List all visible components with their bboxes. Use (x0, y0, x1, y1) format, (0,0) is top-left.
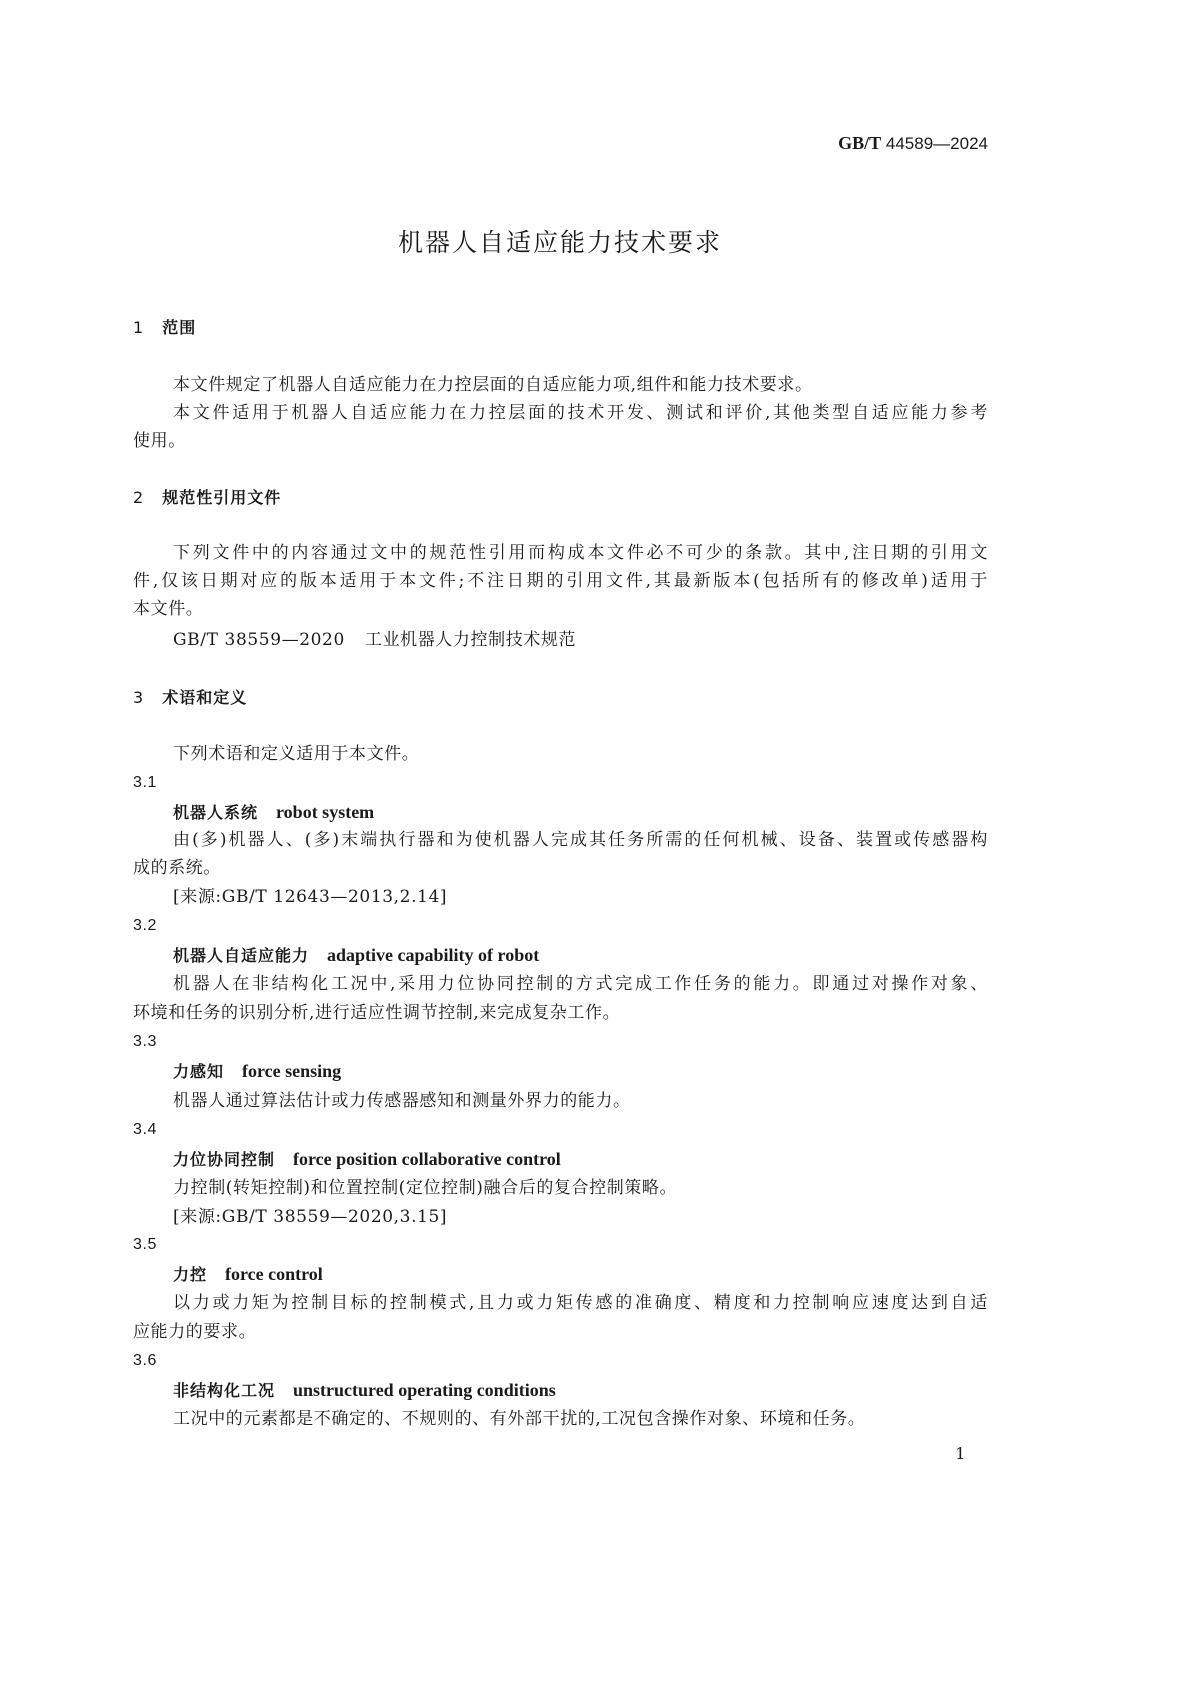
definition-line: 机器人在非结构化工况中,采用力位协同控制的方式完成工作任务的能力。即通过对操作对象、 (173, 974, 988, 994)
section-title: 规范性引用文件 (162, 488, 282, 507)
section-title: 术语和定义 (162, 688, 248, 707)
term-heading (173, 1263, 323, 1286)
term-heading (173, 1060, 341, 1083)
term-cn: 机器人自适应能力 (173, 946, 310, 965)
definition-line: 应能力的要求。 (133, 1322, 257, 1342)
paragraph-line: 件,仅该日期对应的版本适用于本文件;不注日期的引用文件,其最新版本(包括所有的修改单)适用于 (133, 571, 988, 591)
page-number: 1 (955, 1444, 966, 1463)
paragraph-line: 本文件。 (133, 599, 204, 619)
document-code-prefix: GB/T (838, 133, 882, 153)
term-cn: 力位协同控制 (173, 1150, 276, 1169)
term-cn: 力感知 (173, 1062, 225, 1081)
term-en: force control (225, 1264, 323, 1284)
clause-number: 3.2 (133, 917, 158, 934)
term-en: force position collaborative control (293, 1149, 561, 1169)
paragraph-line: 本文件规定了机器人自适应能力在力控层面的自适应能力项,组件和能力技术要求。 (173, 375, 813, 395)
paragraph-line: 使用。 (133, 431, 186, 451)
definition-line: 力控制(转矩控制)和位置控制(定位控制)融合后的复合控制策略。 (173, 1178, 678, 1198)
section-title: 范围 (162, 318, 197, 337)
reference-code: GB/T 38559—2020 (173, 630, 345, 650)
clause-number: 3.3 (133, 1033, 158, 1050)
term-heading (173, 1148, 561, 1171)
term-cn: 非结构化工况 (173, 1381, 276, 1400)
term-cn: 力控 (173, 1265, 208, 1284)
term-en: robot system (276, 802, 375, 822)
definition-line: 机器人通过算法估计或力传感器感知和测量外界力的能力。 (173, 1091, 631, 1111)
definition-line: 环境和任务的识别分析,进行适应性调节控制,来完成复杂工作。 (133, 1003, 621, 1023)
section-heading-1 (133, 317, 196, 339)
term-source: [来源:GB/T 12643—2013,2.14] (173, 887, 448, 907)
document-code-number: 44589—2024 (881, 134, 988, 153)
definition-line: 以力或力矩为控制目标的控制模式,且力或力矩传感的准确度、精度和力控制响应速度达到自适 (173, 1293, 988, 1313)
definition-line: 工况中的元素都是不确定的、不规则的、有外部干扰的,工况包含操作对象、环境和任务。 (173, 1409, 866, 1429)
clause-number: 3.4 (133, 1121, 158, 1138)
definition-line: 成的系统。 (133, 858, 221, 878)
definition-line: 由(多)机器人、(多)末端执行器和为使机器人完成其任务所需的任何机械、设备、装置或传感器构 (173, 830, 988, 850)
term-cn: 机器人系统 (173, 803, 259, 822)
document-code (838, 132, 988, 155)
term-source: [来源:GB/T 38559—2020,3.15] (173, 1207, 448, 1227)
term-en: unstructured operating conditions (293, 1380, 556, 1400)
term-heading (173, 801, 374, 824)
section-number: 1 (133, 318, 145, 337)
paragraph-line: 下列术语和定义适用于本文件。 (173, 744, 420, 764)
clause-number: 3.5 (133, 1236, 158, 1253)
term-heading (173, 944, 539, 967)
section-heading-2 (133, 487, 281, 509)
page-title: 机器人自适应能力技术要求 (397, 228, 722, 257)
section-number: 2 (133, 488, 145, 507)
paragraph-line: 本文件适用于机器人自适应能力在力控层面的技术开发、测试和评价,其他类型自适应能力参考 (173, 403, 988, 423)
clause-number: 3.6 (133, 1352, 158, 1369)
section-heading-3 (133, 687, 247, 709)
term-en: adaptive capability of robot (327, 945, 540, 965)
paragraph-line: 下列文件中的内容通过文中的规范性引用而构成本文件必不可少的条款。其中,注日期的引用文 (173, 543, 988, 563)
normative-reference (173, 629, 576, 651)
section-number: 3 (133, 688, 145, 707)
reference-title: 工业机器人力控制技术规范 (364, 630, 577, 650)
clause-number: 3.1 (133, 774, 158, 791)
term-en: force sensing (242, 1061, 342, 1081)
term-heading (173, 1379, 556, 1402)
